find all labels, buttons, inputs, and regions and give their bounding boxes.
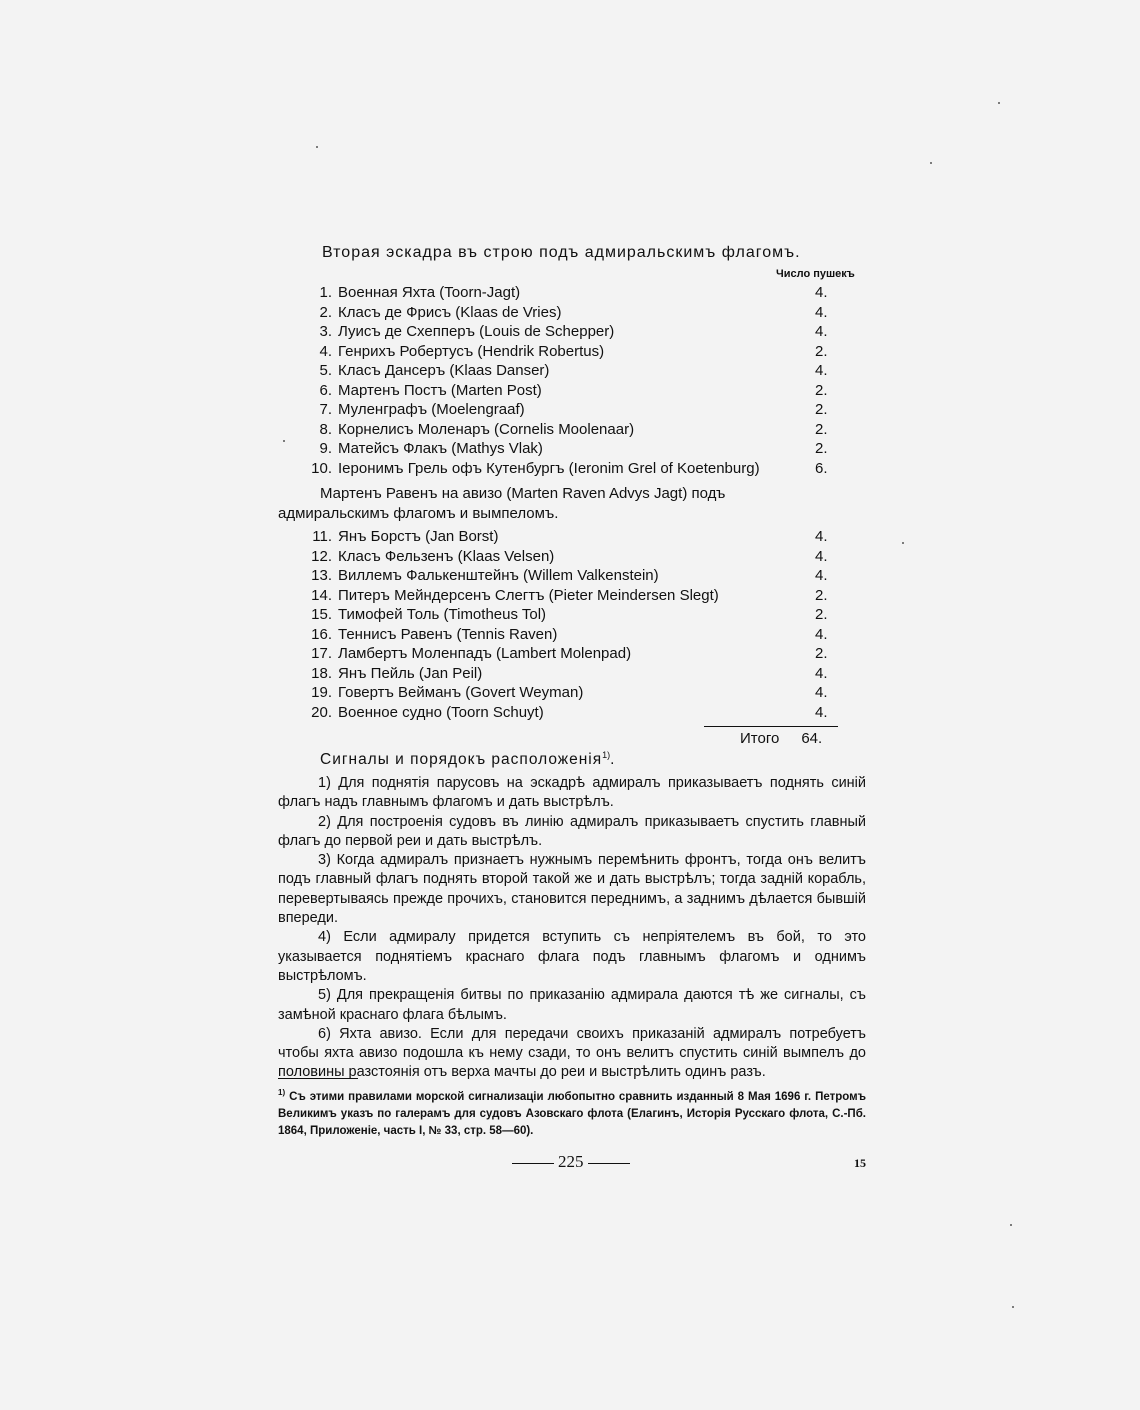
ship-name: Класъ де Фрисъ (Klaas de Vries) [338,303,562,321]
ship-guns: 4. [815,303,828,321]
ship-guns: 2. [815,381,828,399]
ship-number: 1. [319,284,332,301]
ship-number: 7. [319,401,332,418]
ship-guns: 4. [815,547,828,565]
scan-speck [1012,1306,1014,1308]
ship-guns: 2. [815,645,828,662]
ship-guns: 2. [815,440,828,457]
ship-number: 19. [311,684,332,701]
ship-name: Луисъ де Схепперъ (Louis de Schepper) [338,323,615,340]
ship-name: Янъ Пейль (Jan Peil) [338,664,483,682]
ship-guns: 4. [815,284,828,301]
ship-row [310,342,850,362]
ship-guns: 4. [815,567,828,584]
section-heading: Вторая эскадра въ строю подъ адмиральскимъ флагомъ. [322,244,801,261]
signature-mark: 15 [854,1156,866,1170]
ship-guns: 2. [815,401,828,418]
ship-number: 2. [319,303,332,321]
total-value: 64. [801,730,823,747]
signal-paragraph: 6) Яхта авизо. Если для передачи своихъ приказаній адмиралъ потребуетъ чтобы яхта авизо подошла къ нему сзади, то онъ велитъ спустить синій вымпелъ до половины разстоянія отъ верха мачты до реи и выстрѣлить одинъ разъ. [278,1025,866,1081]
ship-name: Военное судно (Toorn Schuyt) [338,703,544,721]
ship-number: 11. [312,528,332,545]
ship-list-part2 [310,527,850,722]
ship-number: 12. [311,547,332,565]
ship-guns: 4. [815,323,828,340]
ship-name: Корнелисъ Моленаръ (Cornelis Moolenaar) [338,420,635,438]
ship-guns: 4. [815,703,828,721]
ship-name: Виллемъ Фалькенштейнъ (Willem Valkenstein) [338,567,659,584]
signal-paragraph: 1) Для поднятія парусовъ на эскадрѣ адмиралъ приказываетъ поднять синій флагъ надъ главнымъ флагомъ и дать выстрѣлъ. [278,775,866,811]
ship-name: Класъ Фельзенъ (Klaas Velsen) [338,547,555,565]
ship-name: Тимофей Толь (Timotheus Tol) [338,606,547,623]
page-number-value: 225 [558,1152,584,1171]
ship-guns: 4. [815,528,828,545]
ship-number: 18. [311,664,332,682]
ship-guns: 2. [815,606,828,623]
scan-speck [316,146,318,148]
signal-paragraph: 2) Для построенія судовъ въ линію адмиралъ приказываетъ спустить главный флагъ до первой реи и дать выстрѣлъ. [278,813,866,849]
page-number [508,1152,634,1172]
ship-row [310,439,850,459]
ship-guns: 4. [815,362,828,379]
ship-number: 3. [319,323,332,340]
ship-row [310,644,850,664]
ship-name: Мартенъ Постъ (Marten Post) [338,381,542,399]
ship-name: Говертъ Вейманъ (Govert Weyman) [338,684,584,701]
ship-row [310,586,850,606]
ship-guns: 6. [815,459,828,477]
ship-row [310,459,850,479]
total-rule [704,726,838,727]
signals-title: Сигналы и порядокъ расположенія$^{1)}$. [320,750,616,769]
footnote [278,1084,866,1140]
page-number-dash-right [588,1163,630,1164]
ship-name: Питеръ Мейндерсенъ Слегтъ (Pieter Meindersen Slegt) [338,586,719,604]
signal-paragraph: 5) Для прекращенія битвы по приказанію адмирала даются тѣ же сигналы, съ замѣной краснаго флага бѣлымъ. [278,987,866,1023]
ship-number: 4. [319,342,332,360]
ship-guns: 4. [815,625,828,643]
ship-row [310,303,850,323]
footnote-ref: 1) [602,750,611,760]
signals-title-text: Сигналы и порядокъ расположенія [320,751,603,769]
page-number-dash-left [512,1163,554,1164]
ship-guns: 2. [815,586,828,604]
ship-name: Матейсъ Флакъ (Mathys Vlak) [338,440,543,457]
ship-number: 15. [311,606,332,623]
ship-name: Класъ Дансеръ (Klaas Danser) [338,362,550,379]
ship-number: 5. [319,362,332,379]
ship-row [310,605,850,625]
scan-speck [283,440,285,442]
ship-number: 20. [311,703,332,721]
scan-speck [902,542,904,544]
signal-paragraph: 4) Если адмиралу придется вступить съ непріятелемъ въ бой, то это указывается поднятіемъ краснаго флага подъ главнымъ флагомъ и однимъ выстрѣломъ. [278,929,866,984]
ship-row [310,664,850,684]
ship-number: 9. [319,440,332,457]
raven-paragraph: Мартенъ Равенъ на авизо (Marten Raven Advys Jagt) подъ адмиральскимъ флагомъ и вымпеломъ. [278,485,726,522]
ship-number: 16. [311,625,332,643]
ship-row [310,400,850,420]
ship-guns: 4. [815,684,828,701]
signal-paragraph: 3) Когда адмиралъ признаетъ нужнымъ перемѣнить фронтъ, тогда онъ велитъ подъ главный флагъ поднять второй такой же и дать выстрѣлъ; тогда задній корабль, перевертываясь прежде прочихъ, становится переднимъ, а заднимъ дѣлается бывшій впереди. [278,852,866,927]
ship-name: Военная Яхта (Toorn-Jagt) [338,284,521,301]
scan-speck [1010,1224,1012,1226]
ship-guns: 4. [815,664,828,682]
ship-row [310,381,850,401]
ship-name: Іеронимъ Грель офъ Кутенбургъ (Ieronim Grel of Koetenburg) [338,459,760,477]
ship-row [310,625,850,645]
signals-body [278,774,866,1083]
ship-name: Теннисъ Равенъ (Tennis Raven) [338,625,558,643]
ship-row [310,361,850,381]
ship-row [310,683,850,703]
scan-speck [998,102,1000,104]
total [740,730,822,747]
ship-number: 17. [311,645,332,662]
ship-row [310,283,850,303]
ship-guns: 2. [815,420,828,438]
ship-row [310,703,850,723]
guns-column-header: Число пушекъ [776,268,855,280]
footnote-rule [278,1078,358,1079]
ship-name: Генрихъ Робертусъ (Hendrik Robertus) [338,342,605,360]
total-label: Итого [740,730,780,747]
footnote-text: Съ этими правилами морской сигнализаціи любопытно сравнить изданный 8 Мая 1696 г. Петромъ Великимъ указъ по галерамъ для судовъ Азовскаго флота (Елагинъ, Исторія Русскаго флота, С.-Пб. 1864, Приложеніе, часть I, № 33, стр. 58—60). [278,1090,866,1137]
ship-row [310,527,850,547]
ship-row [310,566,850,586]
ship-number: 8. [319,420,332,438]
footnote-mark: 1) [278,1088,286,1097]
ship-row [310,547,850,567]
scan-speck [930,162,932,164]
ship-number: 14. [311,586,332,604]
ship-name: Янъ Борстъ (Jan Borst) [338,528,499,545]
ship-number: 10. [311,459,332,477]
ship-name: Муленграфъ (Moelengraaf) [338,401,525,418]
ship-row [310,420,850,440]
ship-name: Ламбертъ Моленпадъ (Lambert Molenpad) [338,645,632,662]
ship-guns: 2. [815,342,828,360]
ship-number: 13. [311,567,332,584]
ship-list-part1 [310,283,850,478]
ship-row [310,322,850,342]
ship-number: 6. [319,381,332,399]
